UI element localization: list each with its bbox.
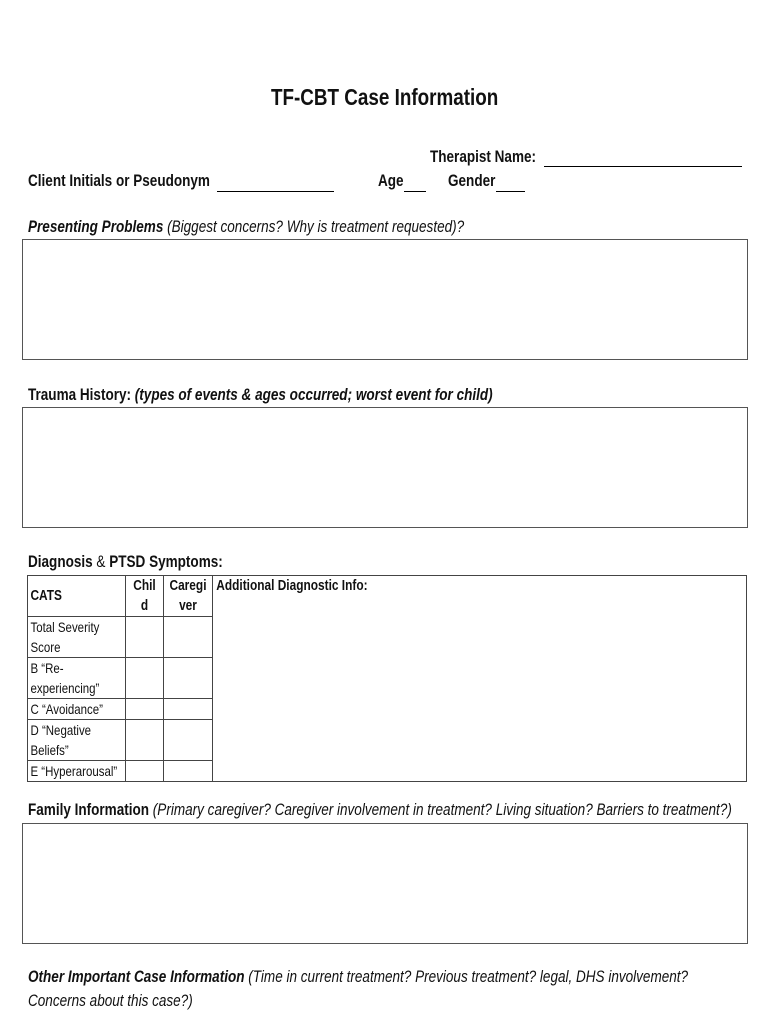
presenting-problems-title: Presenting Problems: [28, 218, 164, 236]
child-header-line1: Chil: [133, 578, 156, 594]
child-score-cell[interactable]: [126, 699, 164, 720]
gender-field[interactable]: [496, 191, 525, 192]
cats-row-label: [28, 761, 126, 782]
child-score-cell[interactable]: [126, 658, 164, 699]
child-score-cell[interactable]: [126, 720, 164, 761]
therapist-name-field[interactable]: [544, 166, 742, 167]
cats-header-label: CATS: [30, 588, 62, 604]
age-field[interactable]: [404, 191, 426, 192]
ptsd-symptoms-title: PTSD Symptoms:: [109, 553, 223, 571]
client-initials-label: [28, 172, 250, 191]
family-information-title: Family Information: [28, 801, 150, 819]
child-score-cell[interactable]: [126, 617, 164, 658]
client-initials-label-text: Client Initials or Pseudonym: [28, 172, 210, 190]
other-case-information-prompt-line2: [28, 992, 229, 1011]
caregiver-score-cell[interactable]: [164, 658, 213, 699]
other-case-information-title: Other Important Case Information: [28, 968, 245, 986]
caregiver-score-cell[interactable]: [164, 699, 213, 720]
therapist-name-label-text: Therapist Name:: [430, 148, 537, 166]
cats-header-row: [28, 576, 747, 617]
caregiver-score-cell[interactable]: [164, 761, 213, 782]
presenting-problems-heading: [28, 218, 560, 237]
family-information-prompt: (Primary caregiver? Caregiver involvement in treatment? Living situation? Barriers to treatment?): [152, 801, 732, 819]
presenting-problems-textbox[interactable]: [22, 239, 748, 360]
caregiver-header-line1: Caregi: [169, 578, 207, 594]
page-title: [0, 84, 770, 111]
row-label-line2: experiencing”: [30, 680, 100, 696]
trauma-history-textbox[interactable]: [22, 407, 748, 528]
row-label-line2: Score: [30, 639, 61, 655]
family-information-textbox[interactable]: [22, 823, 748, 944]
cats-row-label: [28, 658, 126, 699]
row-label-line1: C “Avoidance”: [30, 701, 103, 717]
trauma-history-heading: [28, 386, 595, 405]
row-label-line1: E “Hyperarousal”: [30, 763, 118, 779]
cats-row-label: [28, 699, 126, 720]
cats-row-label: [28, 617, 126, 658]
diagnosis-heading: [28, 553, 266, 572]
cats-table: [27, 575, 747, 782]
diagnosis-title: Diagnosis: [28, 553, 93, 571]
caregiver-header-line2: ver: [179, 598, 197, 614]
row-label-line1: B “Re-: [30, 660, 64, 676]
presenting-problems-prompt: (Biggest concerns? Why is treatment requested)?: [167, 218, 465, 236]
other-case-information-prompt-continued: Concerns about this case?): [28, 992, 193, 1010]
other-case-information-heading: [28, 968, 770, 987]
additional-diagnostic-info-label: Additional Diagnostic Info:: [216, 578, 368, 594]
row-label-line1: D “Negative: [30, 722, 92, 738]
row-label-line2: Beliefs”: [30, 742, 69, 758]
gender-label: [448, 172, 506, 191]
client-initials-field[interactable]: [217, 191, 334, 192]
cats-header-cell: [28, 576, 126, 617]
caregiver-score-cell[interactable]: [164, 720, 213, 761]
additional-diagnostic-info-cell[interactable]: [213, 576, 747, 782]
therapist-name-label: [430, 148, 559, 167]
caregiver-score-cell[interactable]: [164, 617, 213, 658]
trauma-history-title: Trauma History:: [28, 386, 132, 404]
child-header-line2: d: [140, 598, 149, 614]
row-label-line1: Total Severity: [30, 619, 100, 635]
age-label-text: Age: [378, 172, 404, 190]
diagnosis-amp: &: [96, 553, 106, 571]
other-case-information-prompt: (Time in current treatment? Previous treatment? legal, DHS involvement?: [248, 968, 689, 986]
caregiver-header-cell: [164, 576, 213, 617]
cats-row-label: [28, 720, 126, 761]
child-header-cell: [126, 576, 164, 617]
family-information-heading: [28, 801, 770, 820]
child-score-cell[interactable]: [126, 761, 164, 782]
gender-label-text: Gender: [448, 172, 496, 190]
page-title-text: TF-CBT Case Information: [271, 84, 499, 110]
age-label: [378, 172, 409, 191]
trauma-history-prompt: (types of events & ages occurred; worst event for child): [134, 386, 493, 404]
